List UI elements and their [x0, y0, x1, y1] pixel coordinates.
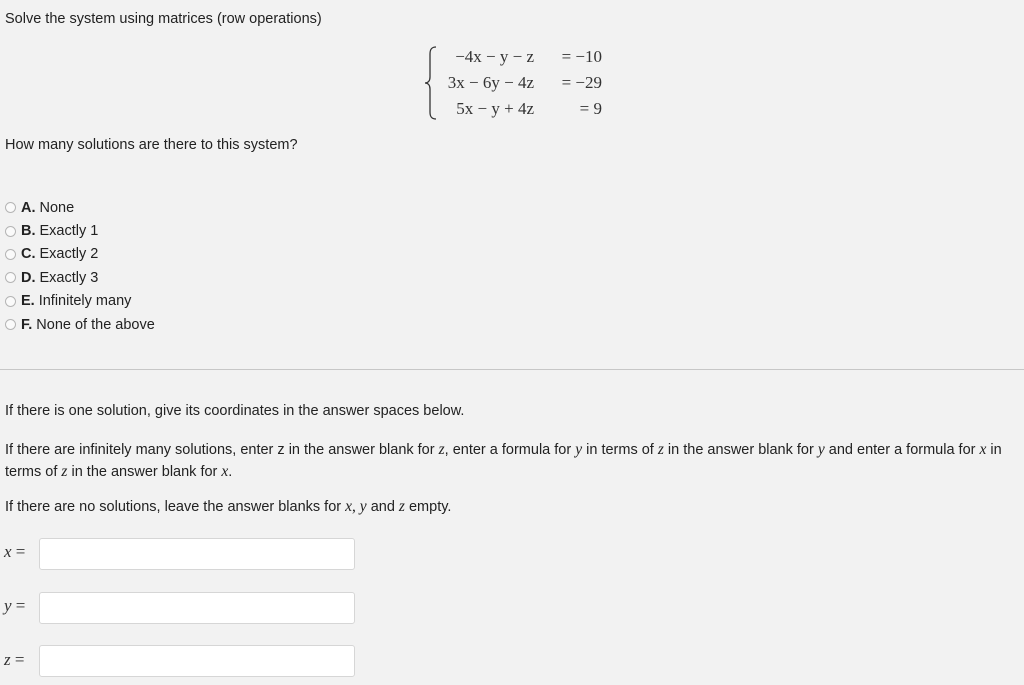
instruction-text: , enter a formula for: [444, 442, 576, 458]
instruction-text: If there are no solutions, leave the answer blanks for: [5, 499, 346, 515]
math-variable: z: [657, 441, 664, 458]
choice-label: None of the above: [36, 316, 155, 333]
radio-icon[interactable]: [5, 202, 16, 213]
x-variable: x: [4, 542, 12, 561]
choice-letter: C.: [21, 246, 36, 263]
radio-icon[interactable]: [5, 319, 16, 330]
radio-icon[interactable]: [5, 296, 16, 307]
math-variable: y: [575, 441, 583, 458]
choice-letter: F.: [21, 316, 33, 333]
math-variable: y: [817, 441, 825, 458]
choice-e[interactable]: [5, 290, 155, 313]
equation-system: [424, 44, 624, 122]
choice-letter: A.: [21, 199, 36, 216]
instruction-text: in terms of: [5, 442, 1002, 480]
equation-2-lhs: 3x − 6y − 4z: [447, 73, 534, 92]
no-solution-instruction: [5, 498, 451, 516]
y-answer-input[interactable]: [39, 592, 355, 624]
instruction-text: ,: [352, 498, 360, 515]
equation-1-rhs: = −10: [561, 47, 602, 66]
choice-b[interactable]: [5, 219, 155, 242]
instruction-text: in terms of: [582, 442, 658, 458]
radio-icon[interactable]: [5, 272, 16, 283]
math-variable: x: [979, 441, 987, 458]
x-answer-label: [4, 542, 25, 562]
choice-label: None: [39, 199, 75, 216]
choice-label: Exactly 1: [39, 223, 99, 240]
choice-list: [5, 196, 155, 336]
math-variable: x: [345, 498, 353, 515]
instruction-text: If there are infinitely many solutions, enter z in the answer blank for: [5, 442, 439, 458]
problem-prompt: Solve the system using matrices (row operations): [5, 11, 322, 27]
equation-2-rhs: = −29: [561, 73, 602, 92]
y-answer-label: [4, 596, 25, 616]
choice-label: Exactly 2: [39, 246, 99, 263]
x-answer-input[interactable]: [39, 538, 355, 570]
one-solution-instruction: If there is one solution, give its coordinates in the answer spaces below.: [5, 403, 465, 419]
math-variable: z: [438, 441, 445, 458]
instruction-text: empty.: [404, 499, 452, 515]
radio-icon[interactable]: [5, 226, 16, 237]
y-variable: y: [4, 596, 12, 615]
left-brace-icon: [424, 44, 438, 122]
choice-label: Infinitely many: [38, 293, 132, 310]
choice-letter: E.: [21, 293, 35, 310]
z-answer-label: [4, 650, 24, 670]
math-variable: x: [221, 463, 229, 480]
choice-letter: D.: [21, 269, 36, 286]
z-variable: z: [4, 650, 11, 669]
math-variable: z: [398, 498, 405, 515]
z-answer-input[interactable]: [39, 645, 355, 677]
equals-sign: =: [10, 650, 25, 669]
choice-a[interactable]: [5, 196, 155, 219]
question-text: How many solutions are there to this system?: [5, 137, 298, 153]
instruction-text: and: [366, 499, 399, 515]
choice-letter: B.: [21, 223, 36, 240]
instruction-text: .: [228, 464, 233, 480]
choice-d[interactable]: [5, 266, 155, 289]
instruction-text: in the answer blank for: [663, 442, 818, 458]
radio-icon[interactable]: [5, 249, 16, 260]
choice-c[interactable]: [5, 243, 155, 266]
equation-1-lhs: −4x − y − z: [455, 47, 534, 66]
equation-3-rhs: = 9: [579, 99, 602, 118]
section-divider: [0, 369, 1024, 370]
equation-3-lhs: 5x − y + 4z: [456, 99, 534, 118]
infinite-solutions-instruction: [5, 439, 1017, 483]
math-variable: y: [359, 498, 367, 515]
equals-sign: =: [11, 596, 26, 615]
math-variable: z: [61, 463, 68, 480]
choice-f[interactable]: [5, 313, 155, 336]
instruction-text: and enter a formula for: [824, 442, 980, 458]
choice-label: Exactly 3: [39, 269, 99, 286]
instruction-text: in the answer blank for: [67, 464, 222, 480]
equals-sign: =: [11, 542, 26, 561]
